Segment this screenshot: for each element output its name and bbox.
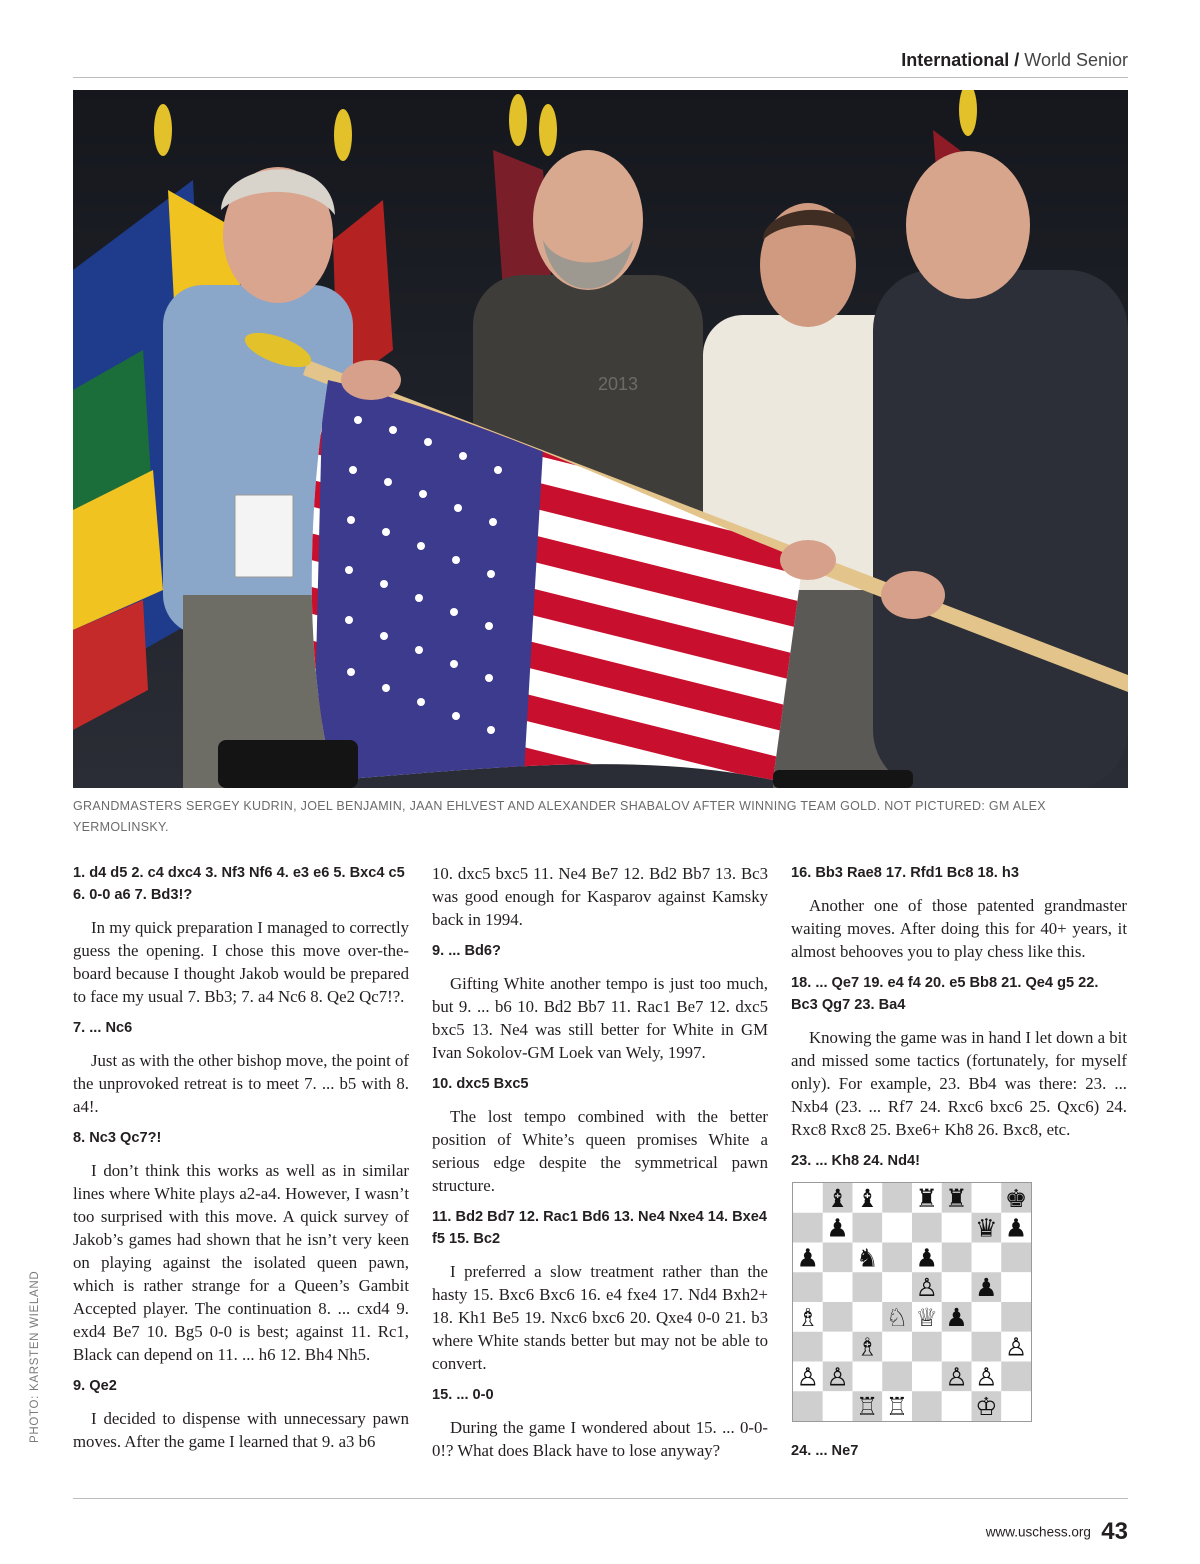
body-paragraph: I decided to dispense with unnecessary pawn moves. After the game I learned that 9. a3 b6 [73,1409,409,1451]
board-square [853,1213,883,1243]
move-heading: 24. ... Ne7 [791,1443,859,1459]
black-piece-icon: ♝ [826,1183,849,1213]
photo-caption: GRANDMASTERS SERGEY KUDRIN, JOEL BENJAMIN, JAAN EHLVEST AND ALEXANDER SHABALOV AFTER WINNING TEAM GOLD. NOT PICTURED: GM ALEX YERMOLINSKY. [73,799,1046,834]
board-square [972,1183,1002,1213]
black-piece-icon: ♜ [945,1183,968,1213]
page-number: 43 [1101,1518,1128,1545]
move-heading: 23. ... Kh8 24. Nd4! [791,1153,920,1169]
body-paragraph: 10. dxc5 bxc5 11. Ne4 Be7 12. Bd2 Bb7 13. Bc3 was good enough for Kasparov against Kamsky back in 1994. [432,864,768,929]
black-piece-icon: ♟ [826,1213,849,1243]
article-column-1 [73,862,409,1462]
move-heading: 10. dxc5 Bxc5 [432,1076,529,1092]
body-paragraph: The lost tempo combined with the better position of White’s queen promises White a serious edge despite the symmetrical pawn structure. [432,1107,768,1195]
move-heading: 16. Bb3 Rae8 17. Rfd1 Bc8 18. h3 [791,865,1019,881]
move-heading: 1. d4 d5 2. c4 dxc4 3. Nf3 Nf6 4. e3 e6 5. Bxc4 c5 6. 0-0 a6 7. Bd3!? [73,865,405,903]
board-square [882,1213,912,1243]
body-paragraph: Another one of those patented grandmaster waiting moves. After doing this for 40+ years, it almost behooves you to play chess like this. [791,896,1127,961]
white-piece-icon: ♙ [975,1362,998,1392]
board-square [793,1391,823,1421]
body-paragraph: In my quick preparation I managed to correctly guess the opening. I chose this move over-the-board because I thought Jakob would be prepared to face my usual 7. Bb3; 7. a4 Nc6 8. Qe2 Qc7!?. [73,918,409,1006]
board-square [972,1243,1002,1273]
board-square [1001,1362,1031,1392]
move-heading: 9. ... Bd6? [432,943,501,959]
black-piece-icon: ♞ [856,1243,879,1273]
section-title: International [901,50,1010,70]
board-square [972,1302,1002,1332]
black-piece-icon: ♟ [975,1273,998,1303]
black-piece-icon: ♚ [1004,1183,1028,1213]
black-piece-icon: ♟ [796,1243,820,1273]
header-divider [73,77,1128,78]
white-piece-icon: ♙ [796,1362,820,1392]
white-piece-icon: ♗ [796,1302,820,1332]
board-square [853,1302,883,1332]
board-square [823,1243,853,1273]
board-square [912,1213,942,1243]
body-paragraph: During the game I wondered about 15. ... 0-0-0!? What does Black have to lose anyway? [432,1418,768,1460]
black-piece-icon: ♝ [856,1183,879,1213]
board-square [942,1332,972,1362]
board-square [942,1243,972,1273]
board-square [823,1302,853,1332]
website-link[interactable]: www.uschess.org [985,1524,1091,1540]
move-heading: 11. Bd2 Bd7 12. Rac1 Bd6 13. Ne4 Nxe4 14. Bxe4 f5 15. Bc2 [432,1209,768,1247]
white-piece-icon: ♖ [856,1392,879,1421]
chess-board [793,1183,1031,1421]
board-square [882,1362,912,1392]
team-photo [73,90,1128,788]
white-piece-icon: ♖ [885,1392,909,1421]
white-piece-icon: ♙ [945,1362,968,1392]
board-square [942,1213,972,1243]
board-square [823,1332,853,1362]
move-heading: 7. ... Nc6 [73,1020,133,1036]
move-heading: 8. Nc3 Qc7?! [73,1130,162,1146]
body-paragraph: Just as with the other bishop move, the point of the unprovoked retreat is to meet 7. ... b5 with 8. a4!. [73,1051,409,1116]
white-piece-icon: ♙ [915,1273,939,1303]
body-paragraph: Knowing the game was in hand I let down a bit and missed some tactics (fortunately, for myself only). For example, 23. Bb4 was there: 23. ... Nxb4 (23. ... Rf7 24. Rxc6 bxc6 25. Qxc6) 24. Rxc8 Rxc8 25. Bxe6+ Kh8 26. Bxc8, etc. [791,1028,1127,1139]
white-piece-icon: ♙ [1004,1332,1028,1362]
chess-diagram [792,1182,1032,1422]
body-paragraph: Gifting White another tempo is just too much, but 9. ... b6 10. Bd2 Bb7 11. Rac1 Be7 12. dxc5 bxc5 13. Ne4 was still better for White in GM Ivan Sokolov-GM Loek van Wely, 1997. [432,974,768,1062]
body-paragraph: I preferred a slow treatment rather than the hasty 15. Bxc6 Bxc6 16. e4 fxe4 17. Nd4 Bxh2+ 18. Kh1 Be5 19. Nxc6 bxc6 20. Qxe4 0-0 21. b3 where White stands better but may not be able to convert. [432,1262,768,1373]
board-square [823,1272,853,1302]
board-square [942,1272,972,1302]
page-footer [986,1518,1128,1554]
black-piece-icon: ♟ [945,1302,968,1332]
white-piece-icon: ♗ [856,1332,879,1362]
move-heading: 18. ... Qe7 19. e4 f4 20. e5 Bb8 21. Qe4 g5 22. Bc3 Qg7 23. Ba4 [791,975,1099,1013]
white-piece-icon: ♘ [885,1302,909,1332]
board-square [912,1332,942,1362]
running-header [73,50,1128,76]
white-piece-icon: ♔ [975,1392,998,1421]
photo-credit: PHOTO: KARSTEN WIELAND [29,1270,41,1443]
board-square [912,1391,942,1421]
board-square [882,1332,912,1362]
board-square [1001,1302,1031,1332]
board-square [1001,1243,1031,1273]
board-square [793,1213,823,1243]
board-square [882,1183,912,1213]
subsection-title: World Senior [1024,50,1128,70]
shirt-logo-text: 2013 [598,374,639,394]
board-square [882,1272,912,1302]
board-square [793,1183,823,1213]
header-separator: / [1014,50,1020,70]
board-square [1001,1272,1031,1302]
board-square [882,1243,912,1273]
footer-divider [73,1498,1128,1499]
black-piece-icon: ♟ [915,1243,939,1273]
white-piece-icon: ♙ [826,1362,849,1392]
black-piece-icon: ♜ [915,1183,939,1213]
board-square [823,1391,853,1421]
article-column-2 [432,862,768,1471]
black-piece-icon: ♛ [975,1213,998,1243]
board-square [942,1391,972,1421]
move-heading: 9. Qe2 [73,1378,117,1394]
article-column-3 [791,862,1127,1472]
white-piece-icon: ♕ [915,1302,939,1332]
board-square [912,1362,942,1392]
board-square [793,1332,823,1362]
black-piece-icon: ♟ [1004,1213,1028,1243]
move-heading: 15. ... 0-0 [432,1387,494,1403]
board-square [853,1362,883,1392]
body-paragraph: I don’t think this works as well as in similar lines where White plays a2-a4. However, I wasn’t too surprised with this move. A quick survey of Jakob’s games had shown that he isn’t very keen on playing against the isolated queen pawn, which is rather strange for a Queen’s Gambit Accepted player. The continuation 8. ... cxd4 9. exd4 Be7 10. Bg5 0-0 is best; against 11. Rc1, Black can depend on 11. ... h6 12. Bh4 Nh5. [73,1161,409,1364]
board-square [1001,1391,1031,1421]
board-square [853,1272,883,1302]
board-square [972,1332,1002,1362]
board-square [793,1272,823,1302]
